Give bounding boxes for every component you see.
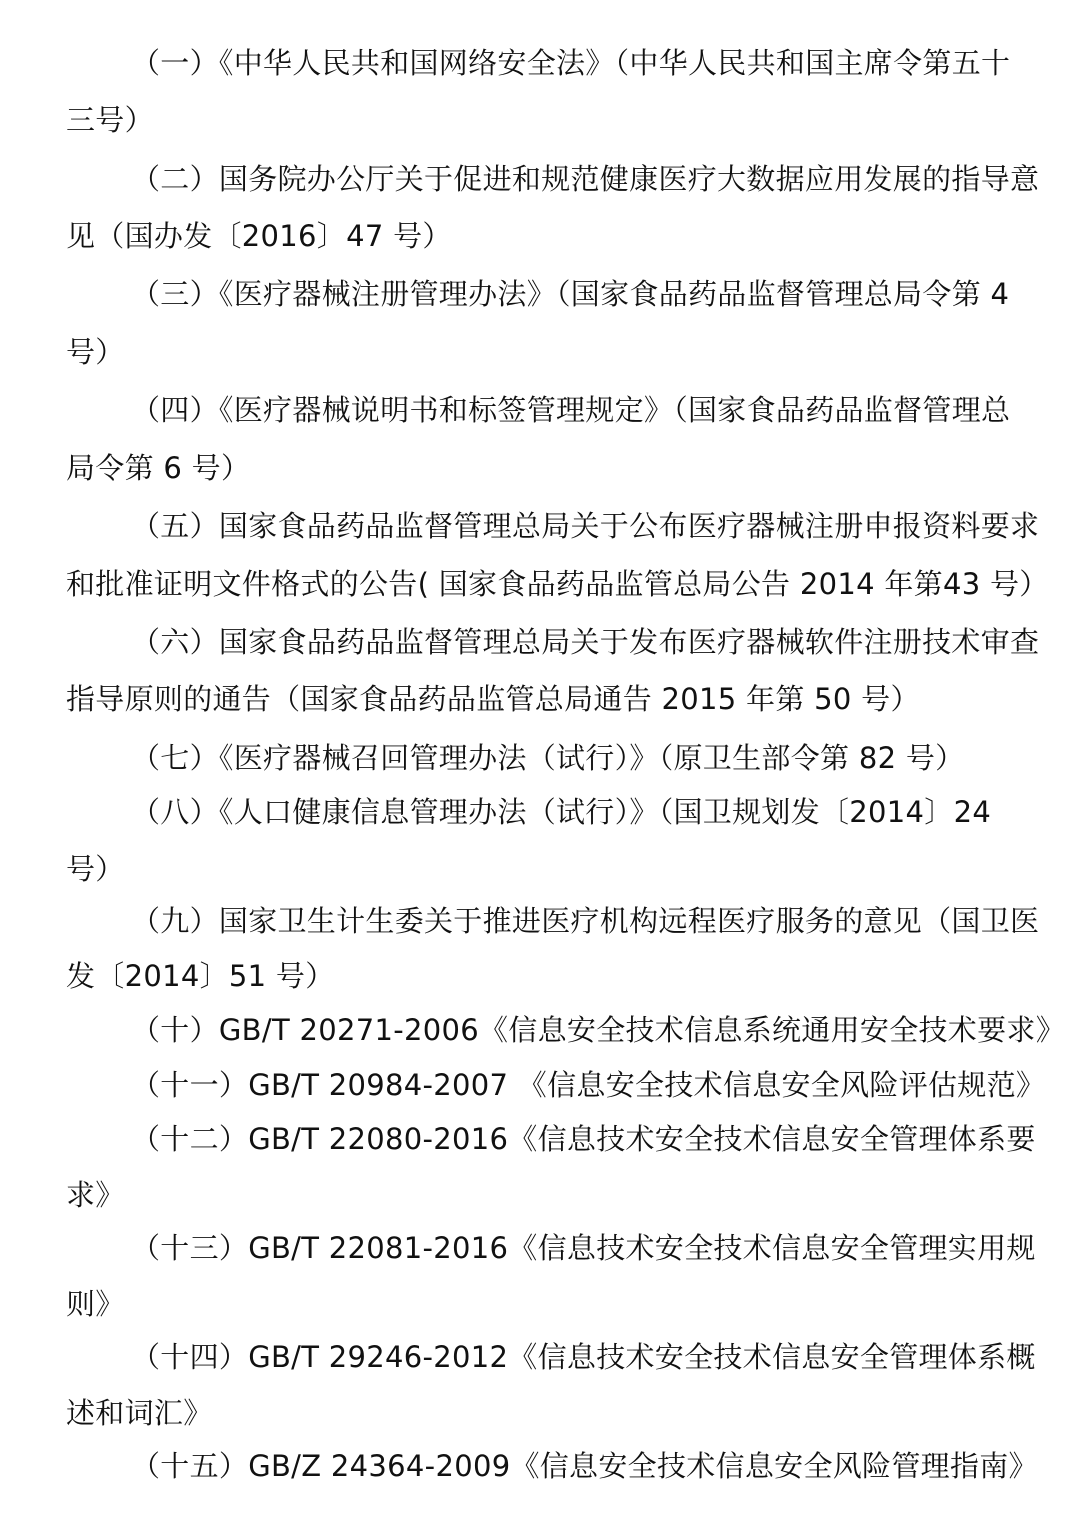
text-line: （四）《医疗器械说明书和标签管理规定》（国家食品药品监督管理总 (131, 393, 1011, 427)
text-line: 号） (66, 335, 125, 369)
text-line: （十四）GB/T 29246-2012《信息技术安全技术信息安全管理体系概 (131, 1340, 1036, 1374)
text-line: 局令第 6 号） (66, 451, 251, 485)
text-line: 则》 (66, 1287, 125, 1321)
text-line: 指导原则的通告（国家食品药品监管总局通告 2015 年第 50 号） (66, 682, 920, 716)
text-line: （十三）GB/T 22081-2016《信息技术安全技术信息安全管理实用规 (131, 1231, 1036, 1265)
text-line: （十二）GB/T 22080-2016《信息技术安全技术信息安全管理体系要 (131, 1122, 1036, 1156)
text-line: 发〔2014〕51 号） (66, 959, 335, 993)
text-line: （二）国务院办公厅关于促进和规范健康医疗大数据应用发展的指导意 (131, 162, 1040, 196)
text-line: （十五）GB/Z 24364-2009《信息安全技术信息安全风险管理指南》 (131, 1449, 1038, 1483)
text-line: （六）国家食品药品监督管理总局关于发布医疗器械软件注册技术审查 (131, 625, 1040, 659)
text-line: 见（国办发〔2016〕47 号） (66, 219, 452, 253)
text-line: （十）GB/T 20271-2006《信息安全技术信息系统通用安全技术要求》 (131, 1013, 1065, 1047)
text-line: （一）《中华人民共和国网络安全法》（中华人民共和国主席令第五十 (131, 46, 1011, 80)
text-line: （八）《人口健康信息管理办法（试行）》（国卫规划发〔2014〕24 (131, 795, 992, 829)
text-line: （十一）GB/T 20984-2007 《信息安全技术信息安全风险评估规范》 (131, 1068, 1046, 1102)
text-line: 号） (66, 852, 125, 886)
text-line: 述和词汇》 (66, 1396, 213, 1430)
text-line: 求》 (66, 1178, 125, 1212)
text-line: （三）《医疗器械注册管理办法》（国家食品药品监督管理总局令第 4 (131, 277, 1010, 311)
text-line: （九）国家卫生计生委关于推进医疗机构远程医疗服务的意见（国卫医 (131, 904, 1040, 938)
text-line: 三号） (66, 103, 154, 137)
text-line: （五）国家食品药品监督管理总局关于公布医疗器械注册申报资料要求 (131, 509, 1040, 543)
text-line: 和批准证明文件格式的公告( 国家食品药品监管总局公告 2014 年第43 号） (66, 567, 1049, 601)
text-line: （七）《医疗器械召回管理办法（试行）》（原卫生部令第 82 号） (131, 741, 965, 775)
